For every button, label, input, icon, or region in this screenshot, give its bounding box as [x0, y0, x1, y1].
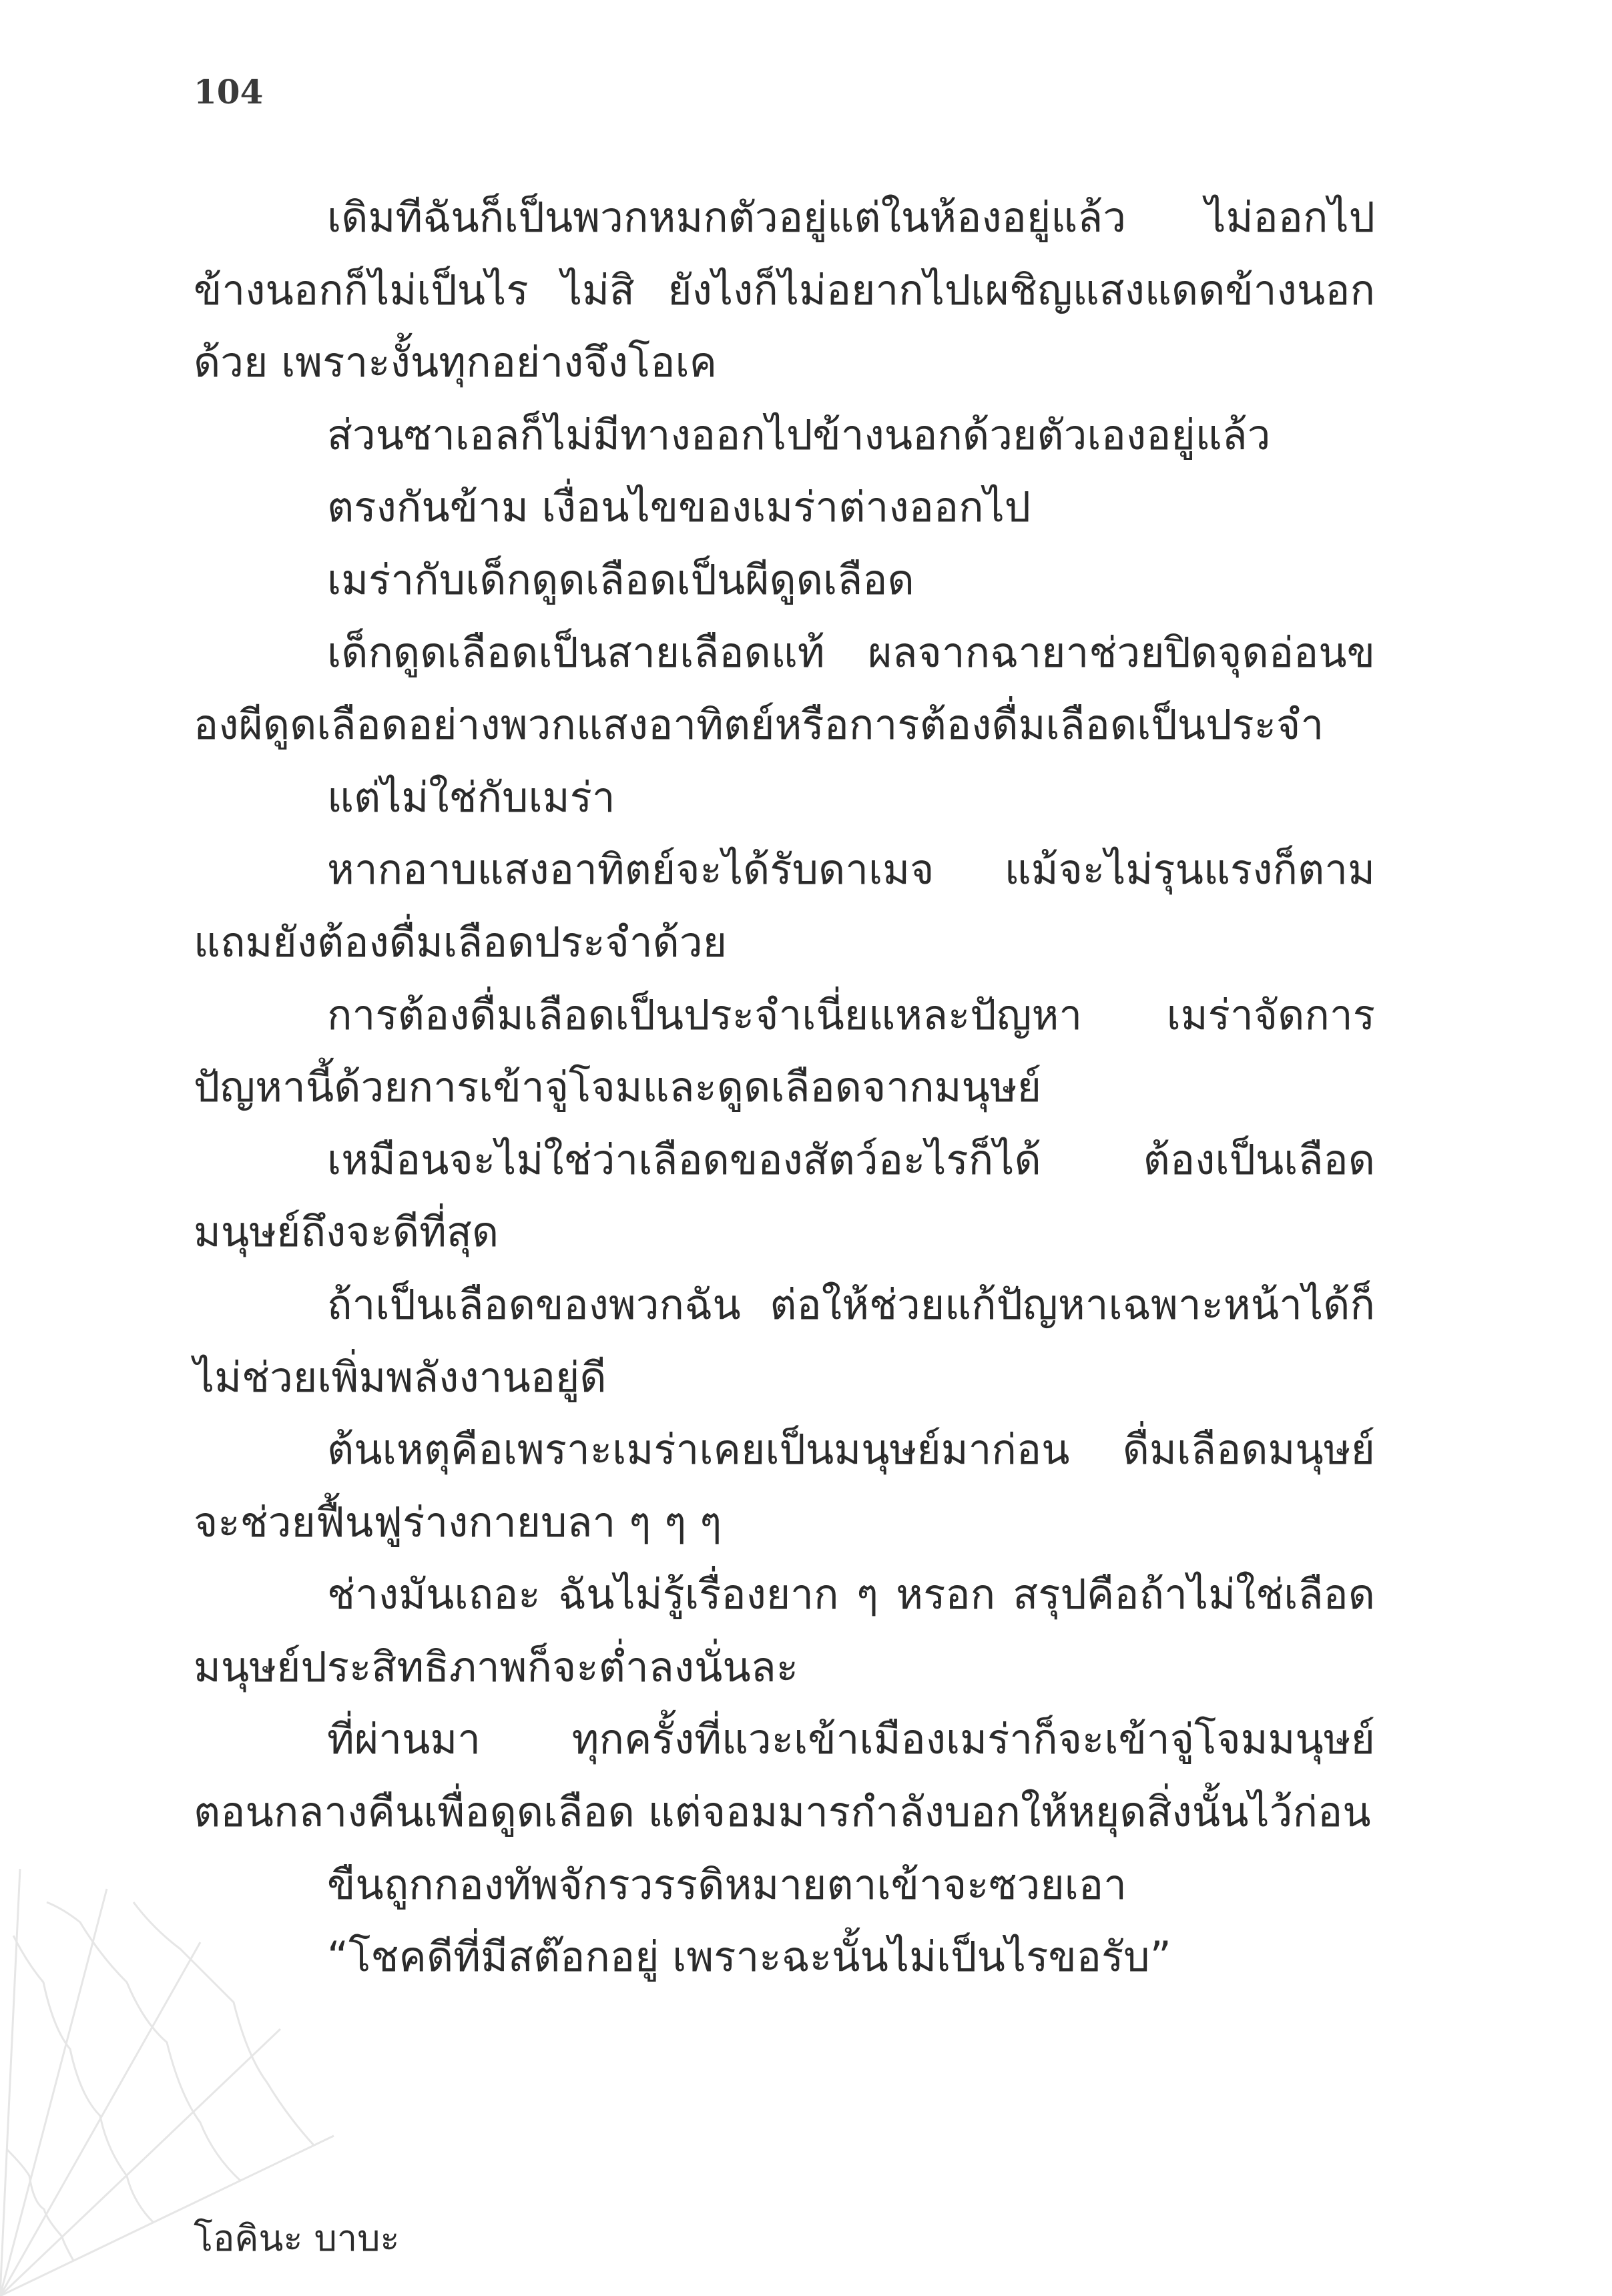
- paragraph: การต้องดื่มเลือดเป็นประจำเนี่ยแหละปัญหา เมร่าจัดการปัญหานี้ด้วยการเข้าจู่โจมและดูดเลือดจากมนุษย์: [194, 990, 1375, 1112]
- body-text: [194, 182, 1375, 1994]
- footer-author: โอคินะ บาบะ: [194, 2217, 400, 2259]
- paragraph: ส่วนซาเอลก็ไม่มีทางออกไปข้างนอกด้วยตัวเองอยู่แล้ว: [327, 410, 1271, 459]
- paragraph: เมร่ากับเด็กดูดเลือดเป็นผีดูดเลือด: [327, 555, 914, 604]
- paragraph: ถ้าเป็นเลือดของพวกฉัน ต่อให้ช่วยแก้ปัญหาเฉพาะหน้าได้ก็ไม่ช่วยเพิ่มพลังงานอยู่ดี: [194, 1279, 1375, 1402]
- paragraph: เด็กดูดเลือดเป็นสายเลือดแท้ ผลจากฉายาช่วยปิดจุดอ่อนของผีดูดเลือดอย่างพวกแสงอาทิตย์หรือการต้องดื่มเลือดเป็นประจำ: [194, 627, 1375, 750]
- paragraph: ต้นเหตุคือเพราะเมร่าเคยเป็นมนุษย์มาก่อน ดื่มเลือดมนุษย์จะช่วยฟื้นฟูร่างกายบลา ๆ ๆ ๆ: [194, 1425, 1375, 1546]
- paragraph: ขืนถูกกองทัพจักรวรรดิหมายตาเข้าจะซวยเอา: [327, 1859, 1127, 1909]
- paragraph: ช่างมันเถอะ ฉันไม่รู้เรื่องยาก ๆ หรอก สรุปคือถ้าไม่ใช่เลือดมนุษย์ประสิทธิภาพก็จะต่ำลงนั่นละ: [194, 1570, 1375, 1691]
- paragraph: ที่ผ่านมา ทุกครั้งที่แวะเข้าเมืองเมร่าก็จะเข้าจู่โจมมนุษย์ตอนกลางคืนเพื่อดูดเลือด แต่จอมมารกำลังบอกให้หยุดสิ่งนั้นไว้ก่อน: [194, 1715, 1375, 1837]
- paragraph: “โชคดีที่มีสต๊อกอยู่ เพราะฉะนั้นไม่เป็นไรขอรับ”: [327, 1932, 1171, 1982]
- paragraph: ตรงกันข้าม เงื่อนไขของเมร่าต่างออกไป: [327, 483, 1031, 532]
- paragraph: แต่ไม่ใช่กับเมร่า: [327, 772, 615, 822]
- page-number: 104: [194, 72, 264, 111]
- paragraph: หากอาบแสงอาทิตย์จะได้รับดาเมจ แม้จะไม่รุนแรงก็ตามแถมยังต้องดื่มเลือดประจำด้วย: [194, 845, 1375, 966]
- paragraph: เดิมทีฉันก็เป็นพวกหมกตัวอยู่แต่ในห้องอยู่แล้ว ไม่ออกไปข้างนอกก็ไม่เป็นไร ไม่สิ ยังไงก็ไม่อยากไปเผชิญแสงแดดข้างนอกด้วย เพราะงั้นทุกอย่างจึงโอเค: [194, 193, 1375, 387]
- paragraph: เหมือนจะไม่ใช่ว่าเลือดของสัตว์อะไรก็ได้ ต้องเป็นเลือดมนุษย์ถึงจะดีที่สุด: [194, 1135, 1375, 1257]
